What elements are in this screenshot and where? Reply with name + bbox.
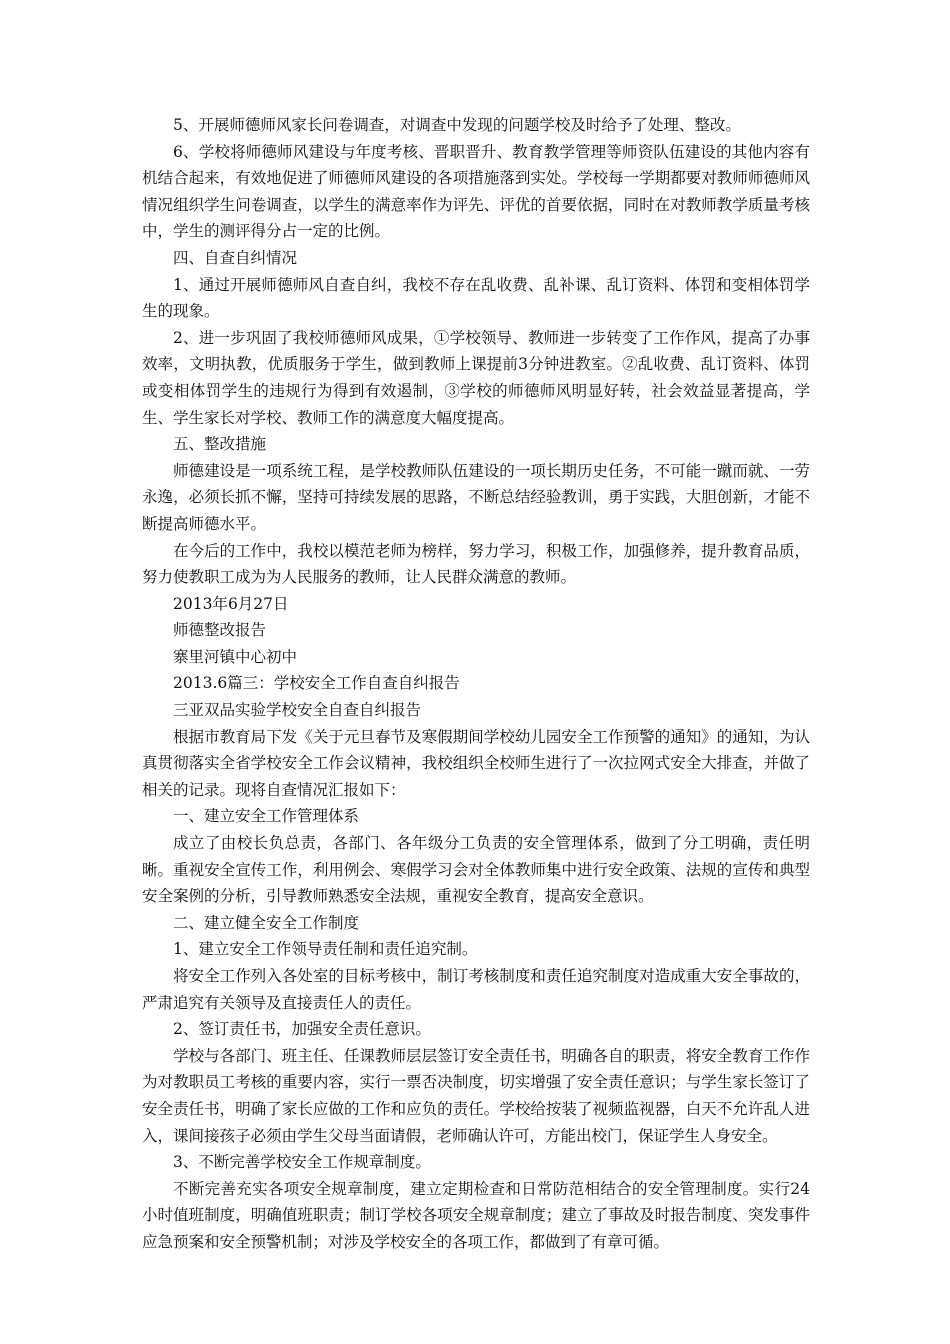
section-heading: 四、自查自纠情况 (173, 248, 298, 267)
paragraph: 不断完善充实各项安全规章制度，建立定期检查和日常防范相结合的安全管理制度。实行24小时值班制度，明确值班职责；制订学校各项安全规章制度；建立了事故及时报告制度、突发事件应急预案和安全预警机制；对涉及学校安全的各项工作，都做到了有章可循。 (142, 1179, 810, 1251)
paragraph: 2、进一步巩固了我校师德师风成果，①学校领导、教师进一步转变了工作作风，提高了办事效率，文明执教，优质服务于学生，做到教师上课提前3分钟进教室。②乱收费、乱订资料、体罚或变相体罚学生的违规行为得到有效遏制，③学校的师德师风明显好转，社会效益显著提高，学生、学生家长对学校、教师工作的满意度大幅度提高。 (142, 328, 810, 427)
paragraph: 成立了由校长负总责，各部门、各年级分工负责的安全管理体系，做到了分工明确，责任明晰。重视安全宣传工作，利用例会、寒假学习会对全体教师集中进行安全政策、法规的宣传和典型安全案例的分析，引导教师熟悉安全法规，重视安全教育，提高安全意识。 (142, 834, 810, 906)
school-name: 寨里河镇中心初中 (173, 647, 298, 666)
section-heading: 二、建立健全安全工作制度 (173, 913, 360, 932)
article-heading: 2013.6篇三：学校安全工作自查自纠报告 (173, 674, 460, 693)
date-line: 2013年6月27日 (173, 594, 289, 613)
report-title: 三亚双品实验学校安全自查自纠报告 (173, 701, 422, 720)
paragraph: 学校与各部门、班主任、任课教师层层签订安全责任书，明确各自的职责，将安全教育工作作为对教职员工考核的重要内容，实行一票否决制度，切实增强了安全责任意识；与学生家长签订了安全责任书，明确了家长应做的工作和应负的责任。学校给按装了视频监视器，白天不允许乱人进入，课间接孩子必须由学生父母当面请假，老师确认许可，方能出校门，保证学生人身安全。 (142, 1046, 810, 1145)
document-body (142, 112, 810, 1256)
paragraph: 6、学校将师德师风建设与年度考核、晋职晋升、教育教学管理等师资队伍建设的其他内容有机结合起来，有效地促进了师德师风建设的各项措施落到实处。学校每一学期都要对教师师德师风情况组织学生问卷调查，以学生的满意率作为评先、评优的首要依据，同时在对教师教学质量考核中，学生的测评得分占一定的比例。 (142, 142, 810, 241)
section-heading: 五、整改措施 (173, 435, 267, 454)
paragraph: 在今后的工作中，我校以模范老师为榜样，努力学习，积极工作，加强修养，提升教育品质，努力使教职工成为为人民服务的教师，让人民群众满意的教师。 (142, 541, 810, 587)
subsection-heading: 1、建立安全工作领导责任制和责任追究制。 (173, 940, 478, 959)
paragraph: 1、通过开展师德师风自查自纠，我校不存在乱收费、乱补课、乱订资料、体罚和变相体罚学生的现象。 (142, 275, 810, 321)
paragraph: 将安全工作列入各处室的目标考核中，制订考核制度和责任追究制度对造成重大安全事故的，严肃追究有关领导及直接责任人的责任。 (142, 967, 810, 1012)
paragraph: 5、开展师德师风家长问卷调查，对调查中发现的问题学校及时给予了处理、整改。 (173, 116, 741, 134)
paragraph: 根据市教育局下发《关于元旦春节及寒假期间学校幼儿园安全工作预警的通知》的通知，为认真贯彻落实全省学校安全工作会议精神，我校组织全校师生进行了一次拉网式安全大排查，并做了相关的记录。现将自查情况汇报如下： (142, 727, 810, 799)
subsection-heading: 3、不断完善学校安全工作规章制度。 (173, 1153, 431, 1172)
paragraph: 师德建设是一项系统工程，是学校教师队伍建设的一项长期历史任务，不可能一蹴而就、一劳永逸，必须长抓不懈，坚持可持续发展的思路，不断总结经验教训，勇于实践，大胆创新，才能不断提高师德水平。 (142, 461, 810, 533)
subsection-heading: 2、签订责任书，加强安全责任意识。 (173, 1020, 431, 1039)
report-title: 师德整改报告 (173, 621, 267, 640)
section-heading: 一、建立安全工作管理体系 (173, 807, 360, 826)
